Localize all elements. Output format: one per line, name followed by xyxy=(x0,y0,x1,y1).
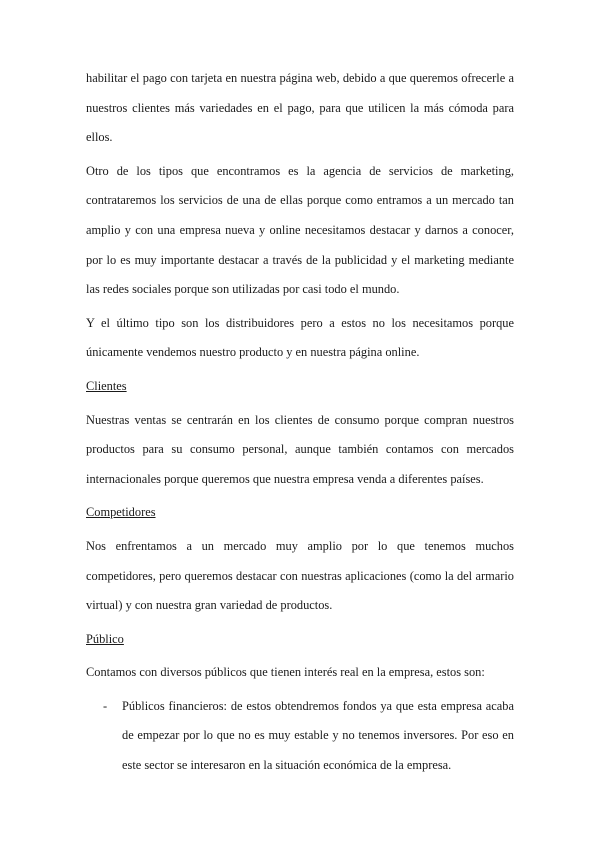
heading-clientes: Clientes xyxy=(86,378,127,393)
paragraph-distributors: Y el último tipo son los distribuidores pero a estos no los necesitamos porque únicamente vendemos nuestro producto y en nuestra página online. xyxy=(86,315,514,360)
publicos-list xyxy=(86,692,514,781)
paragraph-clientes: Nuestras ventas se centrarán en los clientes de consumo porque compran nuestros productos para su consumo personal, aunque también contamos con mercados internacionales porque queremos que nuestra empresa venda a diferentes países. xyxy=(86,412,514,486)
heading-publico: Público xyxy=(86,631,124,646)
list-item-text: Públicos financieros: de estos obtendremos fondos ya que esta empresa acaba de empezar por lo que no es muy estable y no tenemos inversores. Por eso en este sector se interesaron en la situación económica de la empresa. xyxy=(122,698,514,773)
paragraph-marketing-agency: Otro de los tipos que encontramos es la agencia de servicios de marketing, contrataremos los servicios de una de ellas porque como entramos a un mercado tan amplio y con una empresa nueva y online necesitamos destacar y darnos a conocer, por lo es muy importante destacar a través de la publicidad y el marketing mediante las redes sociales porque son utilizadas por casi todo el mundo. xyxy=(86,163,514,297)
paragraph-competidores: Nos enfrentamos a un mercado muy amplio por lo que tenemos muchos competidores, pero queremos destacar con nuestras aplicaciones (como la del armario virtual) y con nuestra gran variedad de productos. xyxy=(86,538,514,613)
document-body xyxy=(86,64,514,781)
list-item xyxy=(86,692,514,781)
heading-competidores: Competidores xyxy=(86,505,156,520)
paragraph-publico: Contamos con diversos públicos que tienen interés real en la empresa, estos son: xyxy=(86,665,485,680)
paragraph-payment: habilitar el pago con tarjeta en nuestra página web, debido a que queremos ofrecerle a nuestros clientes más variedades en el pago, para que utilicen la más cómoda para ellos. xyxy=(86,71,514,145)
list-bullet: - xyxy=(103,698,108,713)
